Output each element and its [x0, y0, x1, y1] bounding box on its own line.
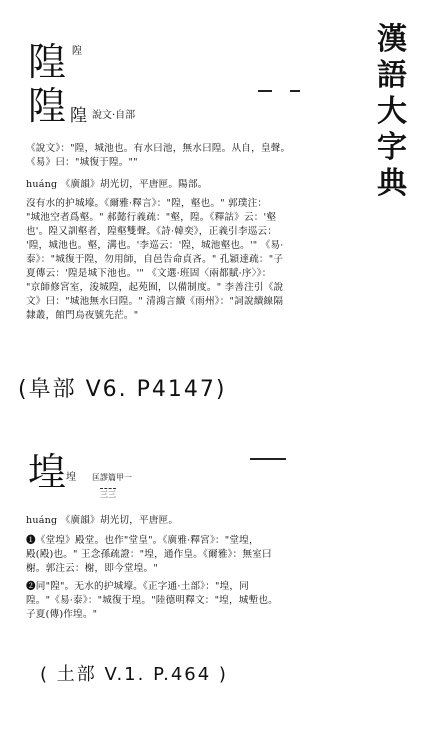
- entry1-line: 《易》曰："城復于隍。"": [26, 157, 138, 168]
- entry2-source-label: 匡謬篇甲一: [92, 473, 132, 482]
- entry2-line: 榭。郭注云：榭，即今堂堭。": [26, 563, 158, 574]
- title-char: 漢: [377, 22, 407, 57]
- entry2-line: ❶《堂堭》殿堂。也作"堂皇"。《廣雅·釋宮》："堂堭，: [26, 535, 259, 546]
- entry2-source-sub: 三三: [100, 490, 116, 499]
- entry1-line: "城池空者爲壑。" 郝懿行義疏："壑，隍。《釋詁》云：'壑: [26, 212, 277, 223]
- entry1-line: 泰》："城復于隍，勿用師，自邑告命貞吝。" 孔穎達疏："子: [26, 254, 284, 265]
- divider-dash: [250, 458, 286, 460]
- title-char: 語: [377, 58, 407, 93]
- entry1-head-note: 隍: [72, 46, 82, 57]
- entry1-head-char: 隍: [28, 40, 67, 84]
- entry1-source-label: 說文·自部: [92, 110, 136, 121]
- entry1-line: 夏傳云：'隍是城下池也。'" 《文選·班固〈兩都賦·序〉》：: [26, 268, 272, 279]
- entry1-line: 《說文》："隍，城池也。有水曰池，無水曰隍。从自，皇聲。: [26, 143, 291, 154]
- entry1-second-char: 隍: [28, 84, 67, 128]
- entry1-line: '隍，城池也。壑，溝也。'李巡云：'隍，城池壑也。'" 《易·: [26, 240, 284, 251]
- entry1-line: "京師修宮室，浚城隍，起苑囿，以備制度。" 李善注引《說: [26, 282, 284, 293]
- entry2-line: 隍。"《易·泰》："城復于堭。"陸德明釋文："堭，城塹也。: [26, 595, 278, 606]
- entry1-second-small-char: 隍: [70, 106, 87, 126]
- entry1-line: 沒有水的护城壕。《爾雅·釋言》："隍，壑也。" 郭璞注：: [26, 198, 268, 209]
- entry2-handwritten-note: ( 土部 V.1. P.464 ): [40, 664, 228, 685]
- entry2-pronunciation: huáng 《廣韻》胡光切，平唐匣。: [26, 515, 179, 526]
- entry2-head-char: 堭: [28, 450, 67, 494]
- dictionary-title: [372, 22, 412, 202]
- entry1-handwritten-note: (阜部 V6. P4147): [18, 377, 227, 402]
- title-char: 大: [377, 94, 407, 129]
- title-char: 字: [377, 130, 407, 165]
- divider-dash: [258, 90, 272, 92]
- entry2-line: ❷同"隍"。无水的护城壕。《正字通·土部》："堭，同: [26, 581, 249, 592]
- entry1-line: 也'。隍又訓壑者，隍壑雙聲。《詩·韓奕》，正義引李巡云：: [26, 226, 278, 237]
- entry1-line: 文》曰："城池無水曰隍。" 清鴻言續《雨州》："詞說續線隔: [26, 296, 284, 307]
- divider-dash: [290, 90, 300, 92]
- entry2-line: 子夏(傳)作堭。": [26, 609, 98, 620]
- title-char: 典: [377, 166, 407, 201]
- entry1-line: 隸叢，館門烏夜號先茫。": [26, 310, 139, 321]
- entry1-pronunciation: huáng 《廣韻》胡光切，平唐匣。陽部。: [26, 179, 208, 190]
- entry2-head-note: 堭: [66, 472, 76, 483]
- entry2-line: 殿(殿)也。" 王念孫疏證："堭，通作皇。《爾雅》：無室曰: [26, 549, 272, 560]
